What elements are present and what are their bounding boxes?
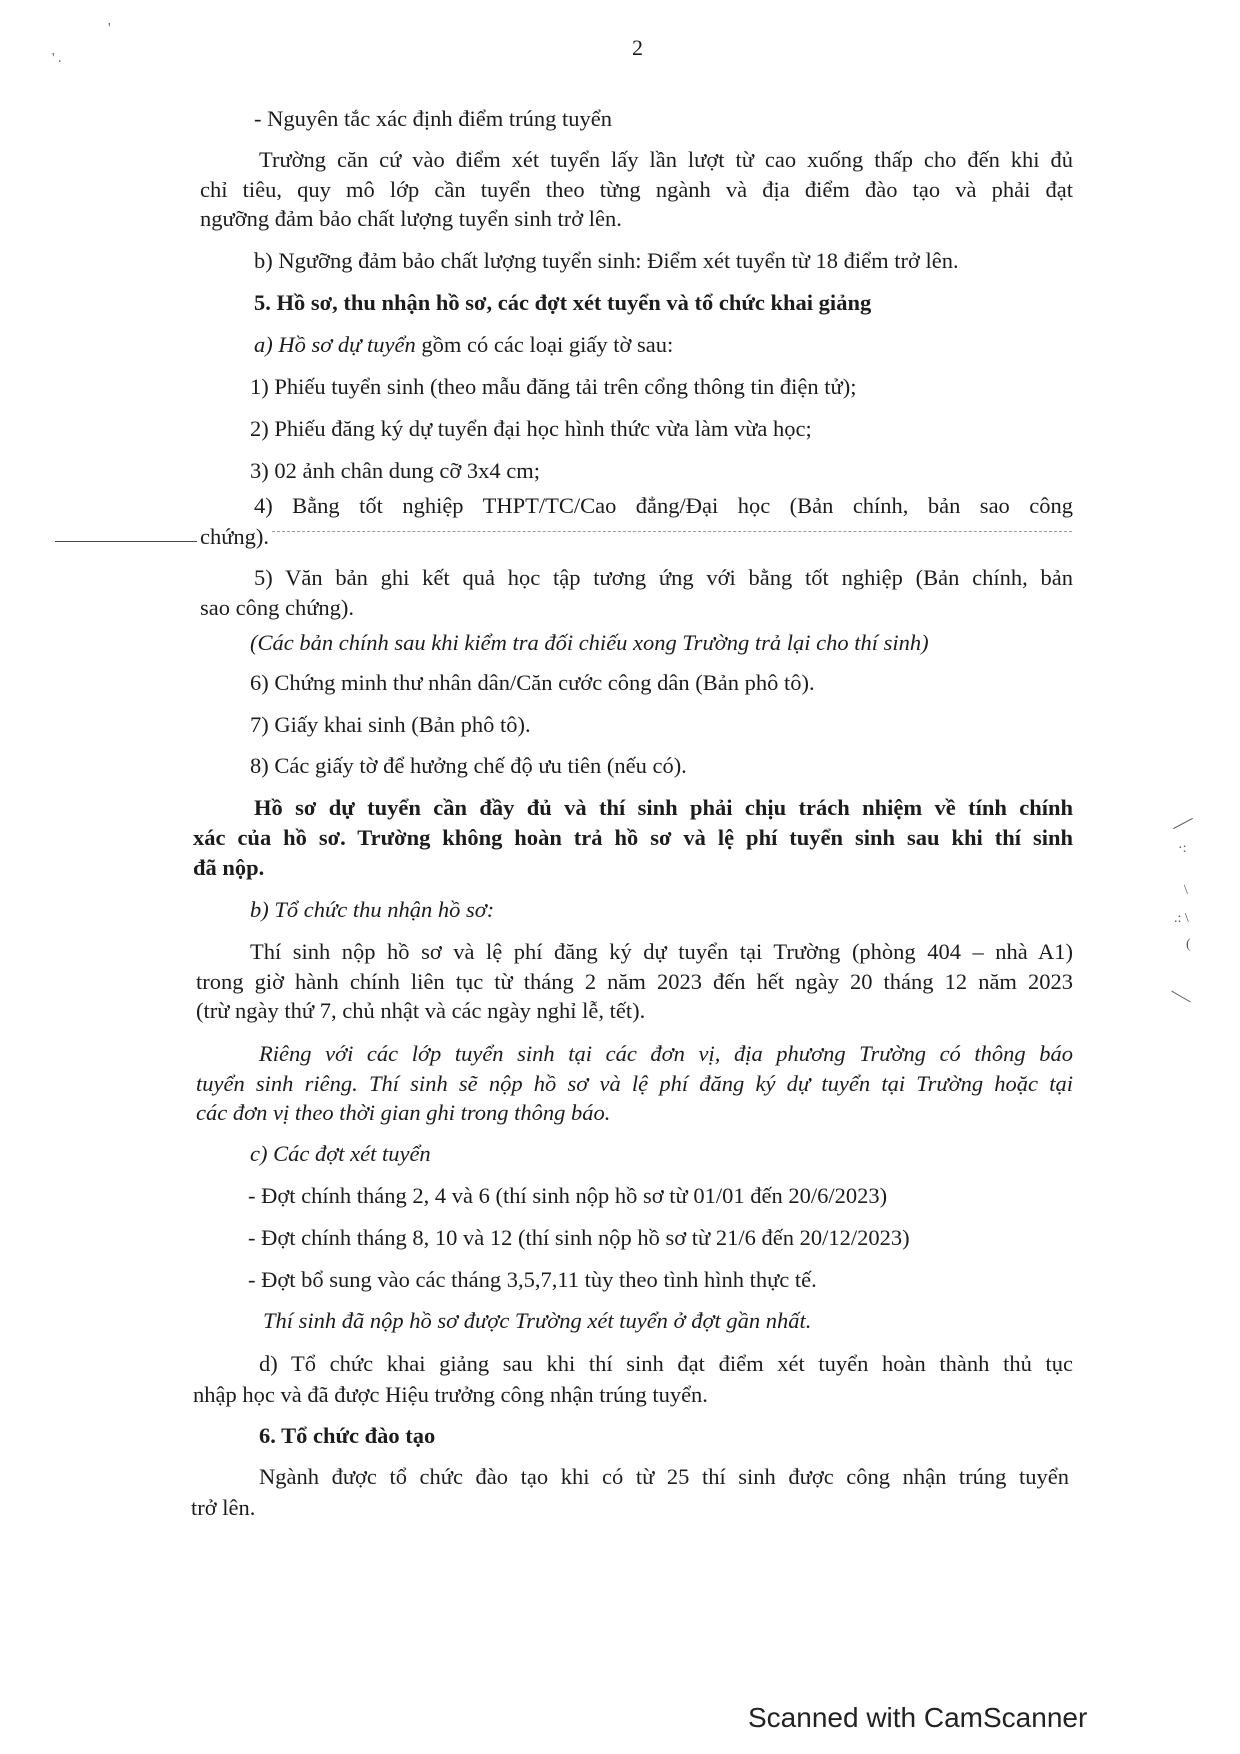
paragraph-line: trong giờ hành chính liên tục từ tháng 2 năm 2023 đến hết ngày 20 tháng 12 năm 2023 bbox=[196, 969, 1073, 994]
list-item-continued: sao công chứng). bbox=[200, 595, 355, 620]
subsection-heading: c) Các đợt xét tuyển bbox=[250, 1141, 431, 1166]
criteria-heading: - Nguyên tắc xác định điểm trúng tuyển bbox=[254, 106, 613, 131]
threshold-line: b) Ngưỡng đảm bảo chất lượng tuyển sinh: Điểm xét tuyển từ 18 điểm trở lên. bbox=[254, 248, 959, 273]
subsection-heading: b) Tổ chức thu nhận hồ sơ: bbox=[250, 897, 495, 922]
round-item: - Đợt chính tháng 2, 4 và 6 (thí sinh nộp hồ sơ từ 01/01 đến 20/6/2023) bbox=[248, 1183, 888, 1208]
paragraph-line: (trừ ngày thứ 7, chủ nhật và các ngày nghỉ lễ, tết). bbox=[196, 998, 646, 1023]
list-item: 8) Các giấy tờ để hưởng chế độ ưu tiên (nếu có). bbox=[250, 753, 687, 778]
margin-mark bbox=[1171, 991, 1191, 1003]
paragraph-line: trở lên. bbox=[191, 1495, 256, 1520]
scan-rule-line bbox=[272, 531, 1072, 532]
list-item: 2) Phiếu đăng ký dự tuyển đại học hình thức vừa làm vừa học; bbox=[250, 416, 812, 441]
dossier-intro-text: gồm có các loại giấy tờ sau: bbox=[415, 332, 674, 357]
paragraph-line: nhập học và đã được Hiệu trưởng công nhận trúng tuyển. bbox=[193, 1382, 708, 1407]
paragraph-line: ngưỡng đảm bảo chất lượng tuyển sinh trở lên. bbox=[200, 206, 622, 231]
camscanner-watermark: Scanned with CamScanner bbox=[748, 1702, 1088, 1733]
note-line: (Các bản chính sau khi kiểm tra đối chiếu xong Trường trả lại cho thí sinh) bbox=[250, 630, 929, 655]
warning-line: xác của hồ sơ. Trường không hoàn trả hồ sơ và lệ phí tuyển sinh sau khi thí sinh bbox=[193, 825, 1073, 850]
section-5-heading: 5. Hồ sơ, thu nhận hồ sơ, các đợt xét tuyển và tổ chức khai giảng bbox=[254, 290, 872, 315]
paragraph-line: Ngành được tổ chức đào tạo khi có từ 25 thí sinh được công nhận trúng tuyển bbox=[259, 1464, 1069, 1489]
margin-mark: ( bbox=[1186, 937, 1191, 952]
italic-paragraph-line: các đơn vị theo thời gian ghi trong thông báo. bbox=[196, 1100, 611, 1125]
round-note: Thí sinh đã nộp hồ sơ được Trường xét tuyển ở đợt gần nhất. bbox=[263, 1308, 812, 1333]
margin-mark: ·: bbox=[1178, 841, 1187, 856]
paragraph-line: Thí sinh nộp hồ sơ và lệ phí đăng ký dự tuyển tại Trường (phòng 404 – nhà A1) bbox=[250, 939, 1073, 964]
list-item: 7) Giấy khai sinh (Bản phô tô). bbox=[250, 712, 531, 737]
margin-mark: .: \ bbox=[1174, 911, 1189, 926]
italic-paragraph-line: tuyển sinh riêng. Thí sinh sẽ nộp hồ sơ và lệ phí đăng ký dự tuyển tại Trường hoặc tại bbox=[196, 1071, 1073, 1096]
italic-paragraph-line: Riêng với các lớp tuyển sinh tại các đơn vị, địa phương Trường có thông báo bbox=[259, 1041, 1073, 1066]
warning-line: đã nộp. bbox=[193, 855, 265, 880]
list-item: 4) Bằng tốt nghiệp THPT/TC/Cao đẳng/Đại học (Bản chính, bản sao công bbox=[254, 493, 1073, 518]
paragraph-line: Trường căn cứ vào điểm xét tuyển lấy lần lượt từ cao xuống thấp cho đến khi đủ bbox=[259, 147, 1073, 172]
list-item: 3) 02 ảnh chân dung cỡ 3x4 cm; bbox=[250, 458, 540, 483]
round-item: - Đợt bổ sung vào các tháng 3,5,7,11 tùy theo tình hình thực tế. bbox=[248, 1267, 817, 1292]
margin-mark bbox=[1173, 818, 1193, 829]
margin-mark: \ bbox=[1184, 883, 1188, 898]
list-item-continued: chứng). bbox=[200, 524, 270, 549]
dossier-intro-label: a) Hồ sơ dự tuyển bbox=[254, 332, 416, 357]
scan-dash-line bbox=[55, 541, 197, 542]
dossier-intro bbox=[254, 330, 673, 359]
paragraph-line: chỉ tiêu, quy mô lớp cần tuyển theo từng ngành và địa điểm đào tạo và phải đạt bbox=[200, 177, 1073, 202]
page-number: 2 bbox=[632, 35, 643, 60]
paragraph-line: d) Tổ chức khai giảng sau khi thí sinh đạt điểm xét tuyển hoàn thành thủ tục bbox=[259, 1351, 1073, 1376]
scan-speck: ' . bbox=[52, 51, 62, 66]
list-item: 6) Chứng minh thư nhân dân/Căn cước công dân (Bản phô tô). bbox=[250, 670, 815, 695]
list-item: 5) Văn bản ghi kết quả học tập tương ứng với bằng tốt nghiệp (Bản chính, bản bbox=[254, 565, 1073, 590]
scan-speck: ' bbox=[108, 21, 111, 36]
section-6-heading: 6. Tổ chức đào tạo bbox=[259, 1423, 436, 1448]
warning-line: Hồ sơ dự tuyển cần đầy đủ và thí sinh phải chịu trách nhiệm về tính chính bbox=[254, 795, 1073, 820]
list-item: 1) Phiếu tuyển sinh (theo mẫu đăng tải trên cổng thông tin điện tử); bbox=[250, 374, 857, 399]
round-item: - Đợt chính tháng 8, 10 và 12 (thí sinh nộp hồ sơ từ 21/6 đến 20/12/2023) bbox=[248, 1225, 910, 1250]
